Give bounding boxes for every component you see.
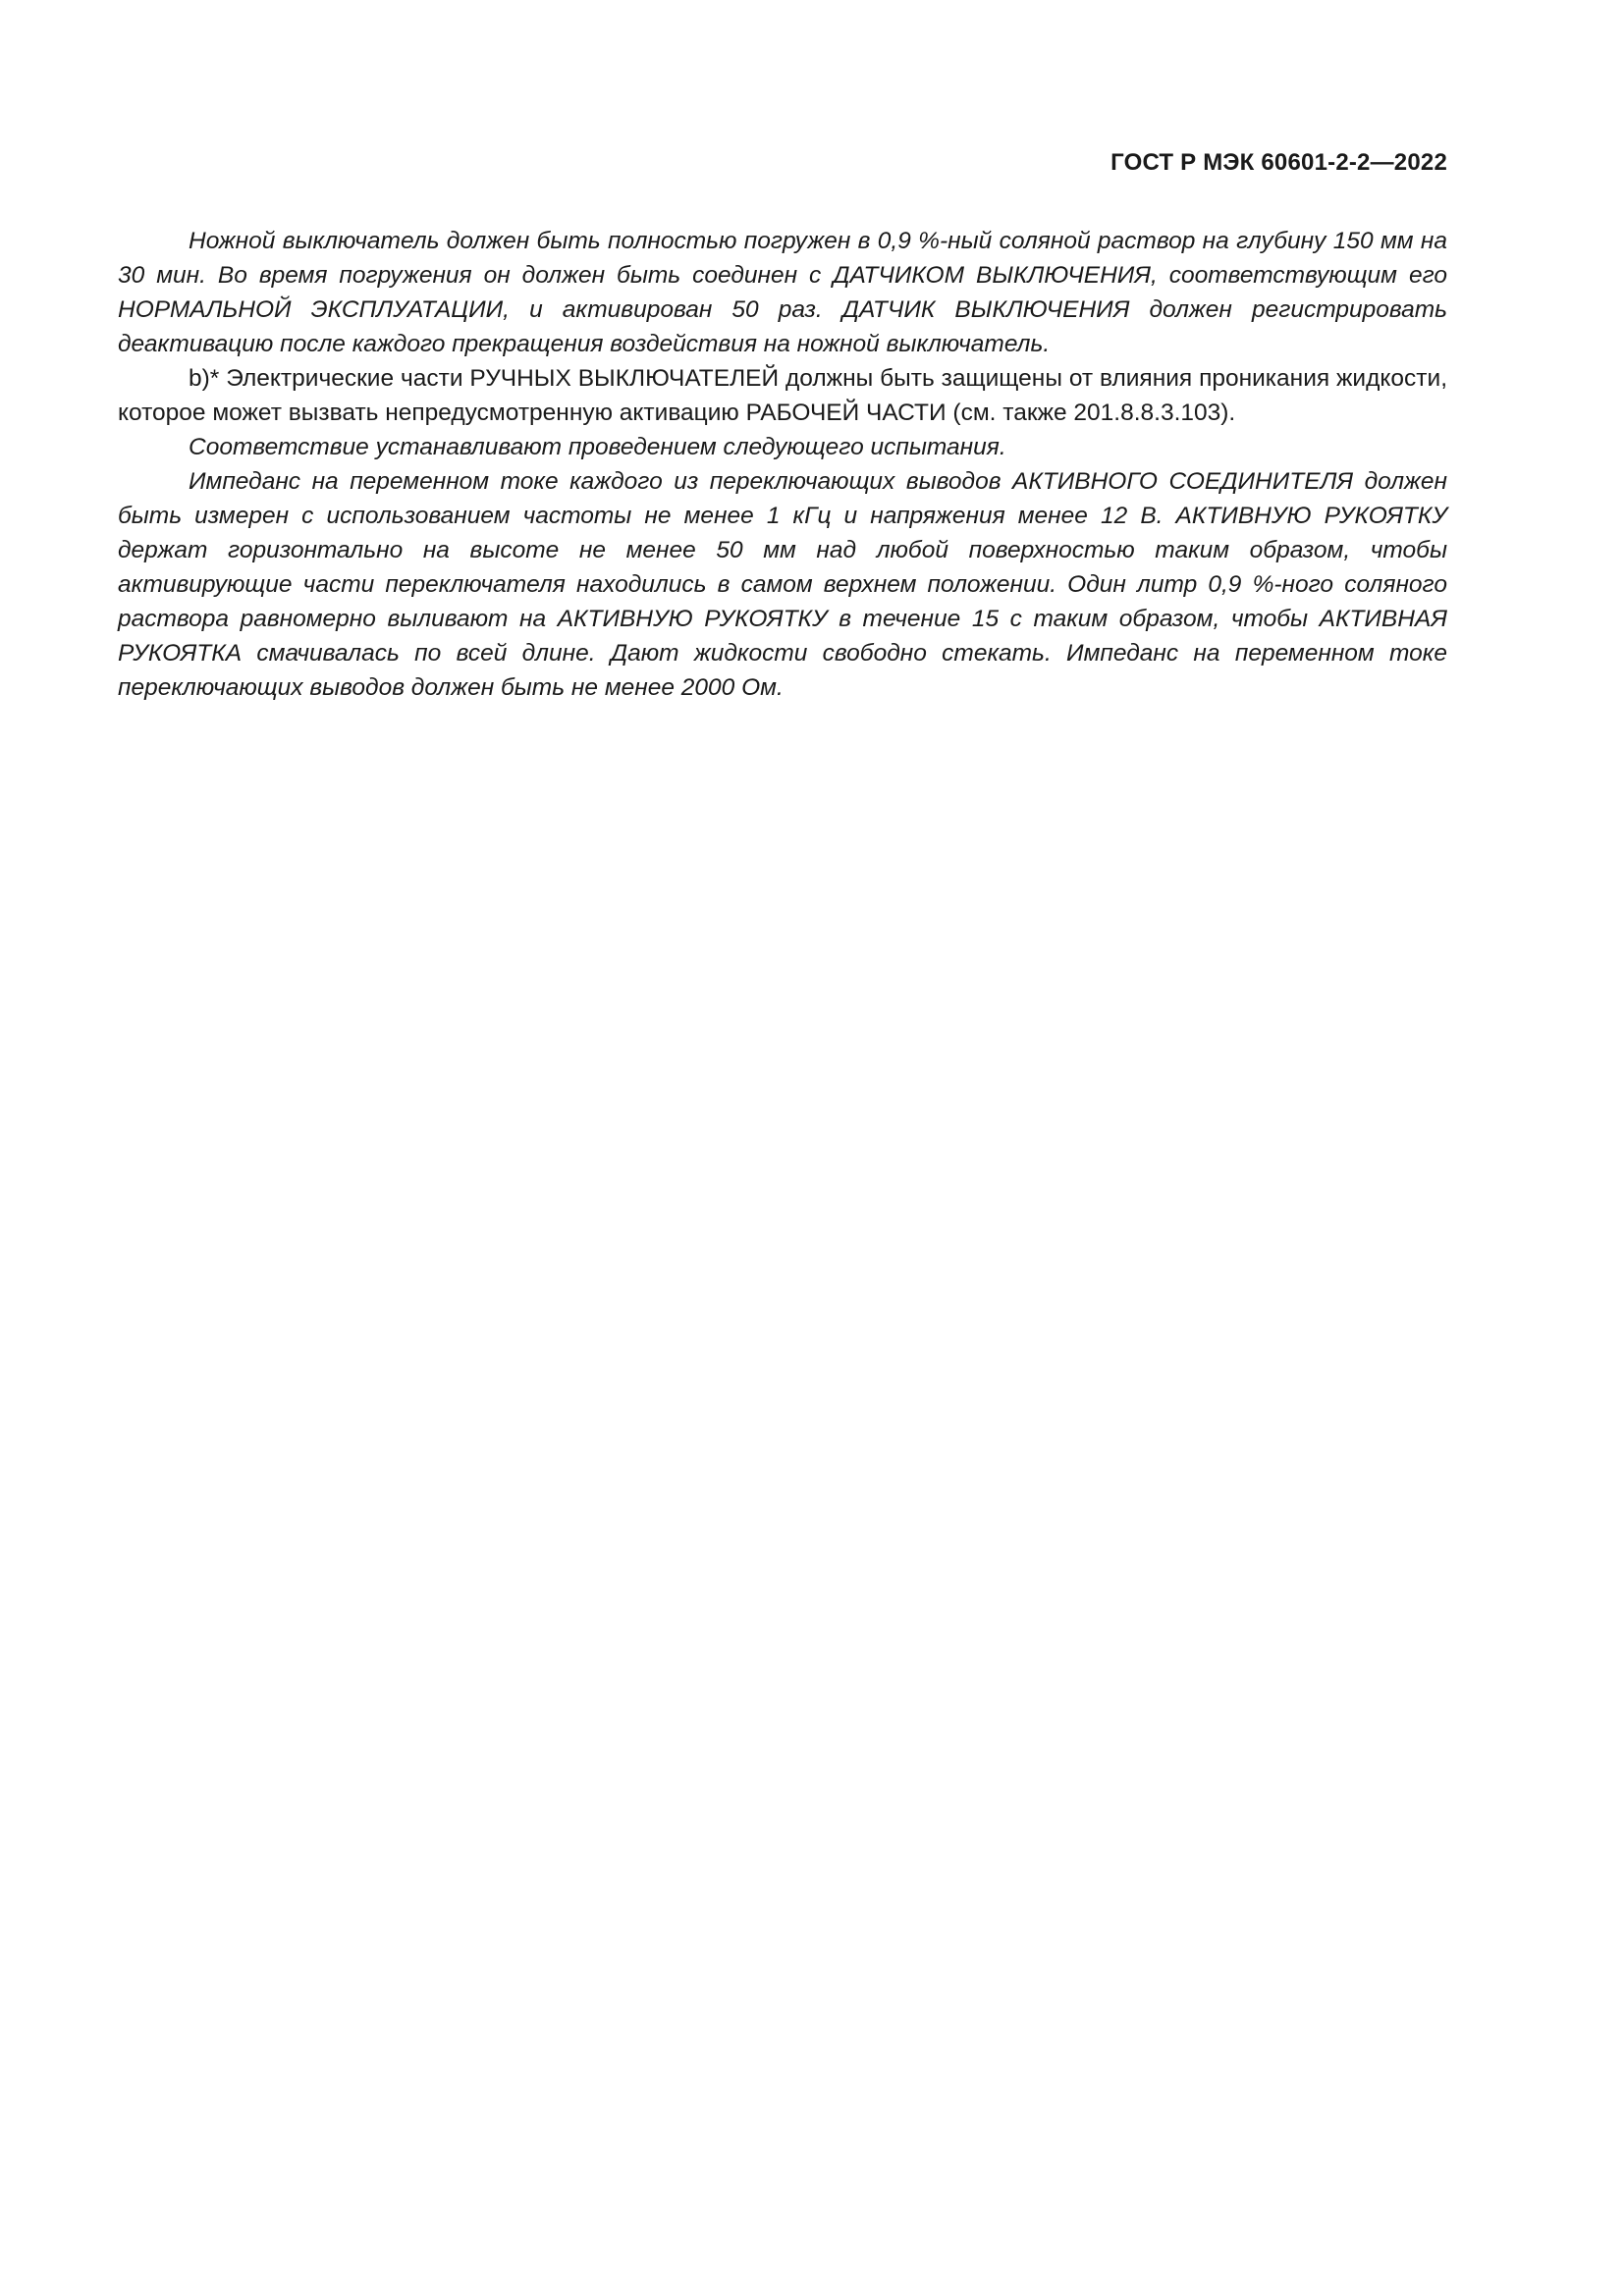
paragraph-compliance-statement: Соответствие устанавливают проведением следующего испытания. (189, 434, 1006, 460)
document-body (118, 224, 1447, 705)
document-header-code: ГОСТ Р МЭК 60601-2-2—2022 (1110, 149, 1447, 176)
paragraph-footswitch-immersion-test: Ножной выключатель должен быть полностью погружен в 0,9 %-ный соляной раствор на глубину 150 мм на 30 мин. Во время погружения он должен быть соединен с ДАТЧИКОМ ВЫКЛЮЧЕНИЯ, соответствующим его НОРМАЛЬНОЙ ЭКСПЛУАТАЦИИ, и активирован 50 раз. ДАТЧИК ВЫКЛЮЧЕНИЯ должен регистрировать деактивацию после каждого прекращения воздействия на ножной выключатель. (118, 228, 1447, 357)
paragraph-impedance-test: Импеданс на переменном токе каждого из переключающих выводов АКТИВНОГО СОЕДИНИТЕЛЯ должен быть измерен с использованием частоты не менее 1 кГц и напряжения менее 12 В. АКТИВНУЮ РУКОЯТКУ держат горизонтально на высоте не менее 50 мм над любой поверхностью таким образом, чтобы активирующие части переключателя находились в самом верхнем положении. Один литр 0,9 %-ного соляного раствора равномерно выливают на АКТИВНУЮ РУКОЯТКУ в течение 15 с таким образом, чтобы АКТИВНАЯ РУКОЯТКА смачивалась по всей длине. Дают жидкости свободно стекать. Импеданс на переменном токе переключающих выводов должен быть не менее 2000 Ом. (118, 468, 1447, 701)
paragraph-hand-switch-protection: b)* Электрические части РУЧНЫХ ВЫКЛЮЧАТЕЛЕЙ должны быть защищены от влияния проникания жидкости, которое может вызвать непредусмотренную активацию РАБОЧЕЙ ЧАСТИ (см. также 201.8.8.3.103). (118, 365, 1447, 426)
